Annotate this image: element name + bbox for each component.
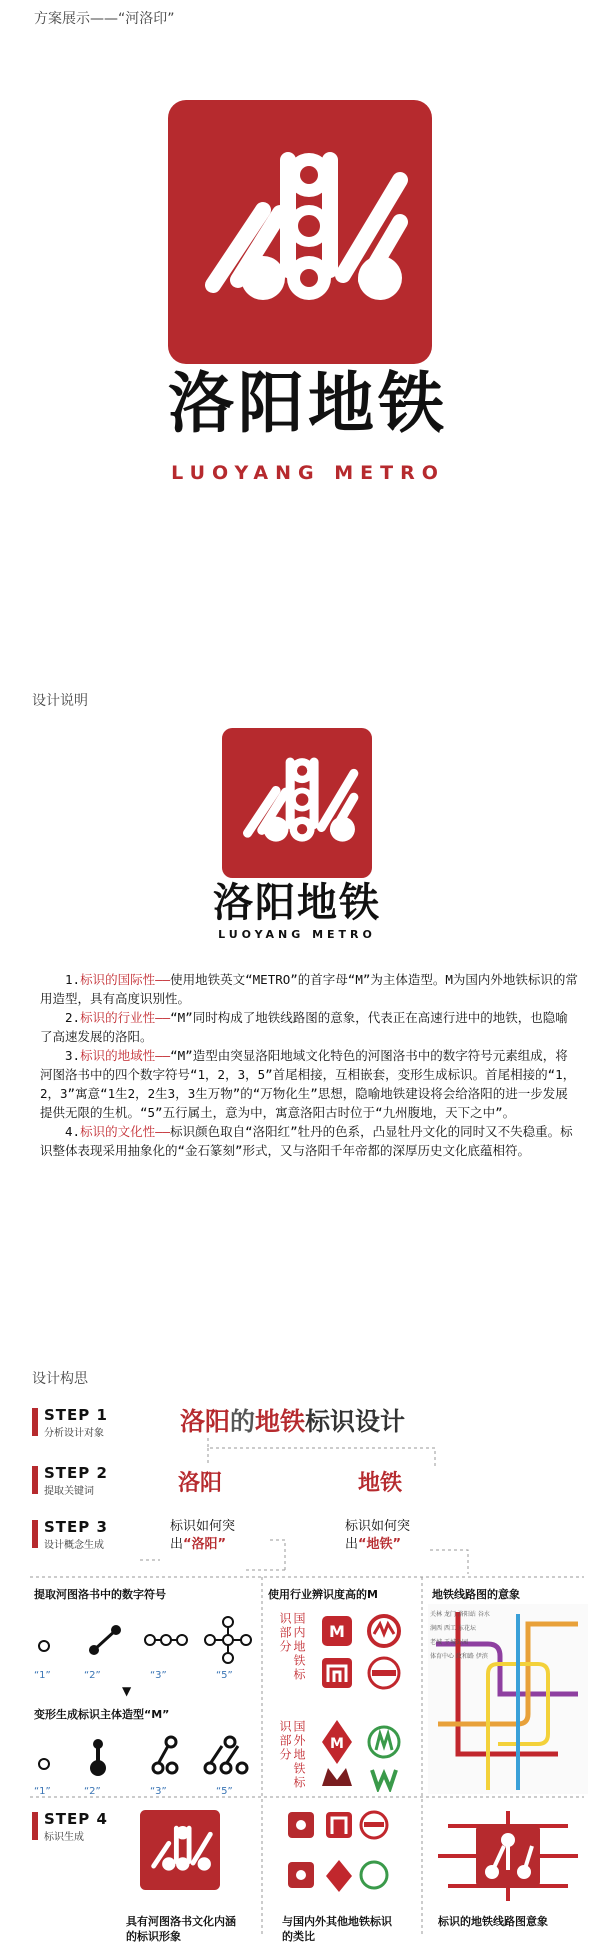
section-heading-concept: 设计构思 <box>32 1371 88 1387</box>
station-label: 老城 <box>430 1639 443 1646</box>
phrase-metro: 地铁 <box>255 1407 306 1436</box>
description-item-4 <box>40 1122 580 1160</box>
station-label: 洛阳站 <box>457 1611 476 1618</box>
item-highlight: 标识的行业性—— <box>80 1010 171 1025</box>
station-label: 龙门 <box>443 1611 456 1618</box>
hero-logo <box>168 100 432 364</box>
phrase-logo-design: 标识设计 <box>305 1407 406 1436</box>
number-label: “3” <box>150 1670 167 1681</box>
metro-m-logo-icon <box>140 1810 220 1890</box>
description-item-2 <box>40 1008 580 1046</box>
small-logo <box>222 728 372 878</box>
concept-phrase <box>180 1402 405 1438</box>
item-number: 3. <box>65 1048 81 1063</box>
comparison-logos-icon <box>280 1806 400 1916</box>
number-label: “1” <box>34 1670 51 1681</box>
station-label: 东花坛 <box>457 1625 476 1632</box>
step-subtitle: 提取关键词 <box>44 1486 94 1497</box>
step-bar <box>32 1408 38 1436</box>
step-bar <box>32 1466 38 1494</box>
number-label: “2” <box>84 1786 101 1797</box>
panel-transform-title: 变形生成标识主体造型“M” <box>34 1708 170 1721</box>
svg-text:M: M <box>329 1622 345 1641</box>
metro-m-logo-icon <box>168 100 432 364</box>
number-symbols-icon <box>30 1606 255 1666</box>
step-subtitle: 分析设计对象 <box>44 1428 104 1439</box>
phrase-de: 的 <box>230 1407 256 1436</box>
item-text: “M”同时构成了地铁线路图的意象，代表正在高速行进中的地铁，也隐喻了高速发展的洛阳。 <box>40 1010 568 1044</box>
step4-logo <box>140 1810 220 1890</box>
metro-m-logo-icon <box>222 728 372 878</box>
transform-symbols-icon <box>30 1724 255 1784</box>
question-prefix: 出 <box>345 1537 359 1552</box>
number-label: “5” <box>216 1786 233 1797</box>
step-title: STEP 3 <box>44 1518 108 1536</box>
page-caption: 方案展示——“河洛印” <box>34 11 175 27</box>
item-number: 1. <box>65 972 81 987</box>
panel-linemap-title: 地铁线路图的意象 <box>432 1588 520 1601</box>
step-title: STEP 2 <box>44 1464 108 1482</box>
caption-hetu-logo: 具有河图洛书文化内涵的标识形象 <box>126 1915 236 1943</box>
section-heading-design-notes: 设计说明 <box>32 693 88 709</box>
hero-title: 洛阳地铁 <box>168 365 448 442</box>
domestic-label: 国内地铁标识部分 <box>278 1612 306 1682</box>
step-bar <box>32 1812 38 1840</box>
item-highlight: 标识的文化性—— <box>80 1124 171 1139</box>
question-line: 标识如何突 <box>345 1519 411 1534</box>
question-line: 标识如何突 <box>170 1519 236 1534</box>
svg-text:M: M <box>330 1736 344 1752</box>
number-label: “3” <box>150 1786 167 1797</box>
step-title: STEP 4 <box>44 1810 108 1828</box>
step-subtitle: 设计概念生成 <box>44 1540 104 1551</box>
step-subtitle: 标识生成 <box>44 1832 84 1843</box>
station-label: 谷水 <box>477 1611 490 1618</box>
panel-hetu-title: 提取河图洛书中的数字符号 <box>34 1588 166 1601</box>
phrase-luoyang: 洛阳 <box>180 1407 231 1436</box>
design-description <box>40 970 580 1160</box>
item-text: 标识颜色取自“洛阳红”牡丹的色系，凸显牡丹文化的同时又不失稳重。标识整体表现采用抽象化的“金石篆刻”形式，又与洛阳千年帝都的深厚历史文化底蕴相符。 <box>40 1124 573 1158</box>
question-keyword: “洛阳” <box>183 1537 227 1552</box>
station-list <box>430 1608 586 1664</box>
station-label: 王城公园 <box>443 1639 468 1646</box>
item-number: 2. <box>65 1010 81 1025</box>
station-label: 体育中心 <box>430 1653 455 1660</box>
keyword-metro: 地铁 <box>358 1471 403 1496</box>
small-logo-subtitle: LUOYANG METRO <box>218 928 376 941</box>
question-prefix: 出 <box>170 1537 184 1552</box>
item-text: 使用地铁英文“METRO”的首字母“M”为主体造型。M为国内外地铁标识的常用造型，具有高度识别性。 <box>40 972 578 1006</box>
keyword-luoyang: 洛阳 <box>178 1471 223 1496</box>
panel-industry-title: 使用行业辨识度高的M <box>268 1588 378 1601</box>
item-number: 4. <box>65 1124 81 1139</box>
station-label: 政和路 <box>455 1653 474 1660</box>
hero-subtitle: LUOYANG METRO <box>171 462 445 484</box>
logo-linemap-icon <box>428 1806 588 1906</box>
step-title: STEP 1 <box>44 1406 108 1424</box>
foreign-label: 国外地铁标识部分 <box>278 1720 306 1790</box>
number-label: “1” <box>34 1786 51 1797</box>
station-label: 西工 <box>443 1625 456 1632</box>
number-label: “5” <box>216 1670 233 1681</box>
question-keyword: “地铁” <box>358 1537 402 1552</box>
metro-logos-icon <box>318 1612 418 1792</box>
small-logo-title: 洛阳地铁 <box>213 880 381 926</box>
item-highlight: 标识的地域性—— <box>80 1048 171 1063</box>
chevron-down-icon: ▼ <box>122 1684 132 1698</box>
description-item-1 <box>40 970 580 1008</box>
number-label: “2” <box>84 1670 101 1681</box>
item-text: “M”造型由突显洛阳地域文化特色的河图洛书中的数字符号元素组成，将河图洛书中的四个数字符号“1，2，3，5”首尾相接，互相嵌套，变形生成标识。首尾相接的“1，2，3”寓意“1生2，2生3，3生万物”的“万物化生”思想，隐喻地铁建设将会给洛阳的进一步发展提供无限的生机。“5”五行属土，意为中，寓意洛阳古时位于“九州腹地，天下之中”。 <box>40 1048 576 1120</box>
station-label: 涧西 <box>430 1625 443 1632</box>
phrase-connector <box>190 1436 500 1472</box>
station-label: 关林 <box>430 1611 443 1618</box>
item-highlight: 标识的国际性—— <box>80 972 171 987</box>
caption-comparison: 与国内外其他地铁标识的类比 <box>282 1915 392 1943</box>
description-item-3 <box>40 1046 580 1122</box>
caption-linemap: 标识的地铁线路图意象 <box>438 1915 548 1928</box>
question-connector <box>0 1530 614 1580</box>
station-label: 伊滨 <box>475 1653 488 1660</box>
